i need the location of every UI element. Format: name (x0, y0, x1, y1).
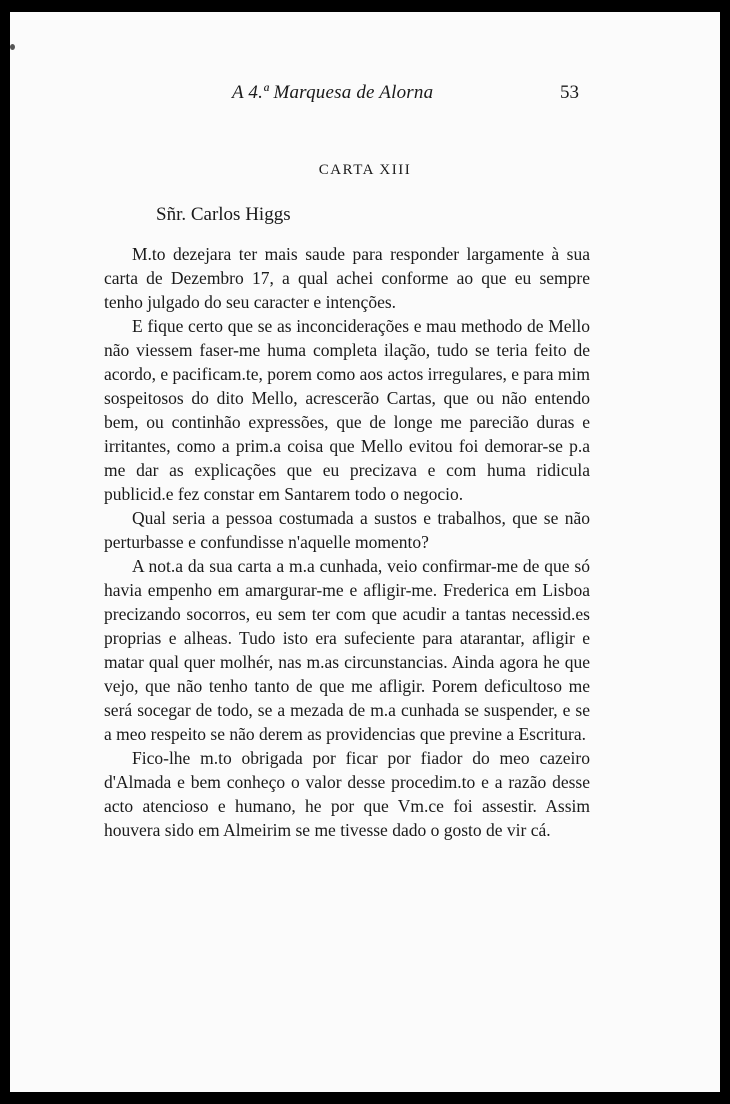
paragraph: E fique certo que se as inconciderações e mau methodo de Mello não viessem faser-me huma completa ilação, tudo se teria feito de acordo, e pacificam.te, porem como aos actos irregulares, e para mim sospeitosos do dito Mello, acrescerão Cartas, que ou não entendo bem, ou continhão expressões, que de longe me parecião duras e irritantes, como a prim.a coisa que Mello evitou foi demorar-se p.a me dar as explicações que eu precizava e com huma ridicula publicid.e fez constar em Santarem todo o negocio. (104, 316, 590, 504)
ink-blot (10, 44, 15, 50)
paragraph: A not.a da sua carta a m.a cunhada, veio confirmar-me de que só havia empenho em amargurar-me e afligir-me. Frederica em Lisboa precizando socorros, eu sem ter com que acudir a tantas necessid.es proprias e alheas. Tudo isto era sufeciente para atarantar, afligir e matar qual quer molhér, nas m.as circunstancias. Ainda agora he que vejo, que não tenho tanto de que me afligir. Porem deficultoso me será socegar de todo, se a mezada de m.a cunhada se suspender, e se a meo respeito se não derem as providencias que previne a Escritura. (104, 556, 590, 744)
paragraph: Fico-lhe m.to obrigada por ficar por fiador do meo cazeiro d'Almada e bem conheço o valor desse procedim.to e a razão desse acto atencioso e humano, he por que Vm.ce foi assestir. Assim houvera sido em Almeirim se me tivesse dado o gosto de vir cá. (104, 748, 590, 840)
page-header (10, 82, 720, 114)
letter-title: CARTA XIII (318, 162, 412, 178)
paragraph: Qual seria a pessoa costumada a sustos e trabalhos, que se não perturbasse e confundisse n'aquelle momento? (104, 508, 590, 552)
running-title: A 4.ª Marquesa de Alorna (232, 82, 434, 103)
letter-salutation: Sñr. Carlos Higgs (156, 204, 291, 225)
letter-body (104, 242, 590, 842)
page-number: 53 (560, 82, 579, 103)
book-page (10, 12, 720, 1092)
paragraph: M.to dezejara ter mais saude para responder largamente à sua carta de Dezembro 17, a qual achei conforme ao que eu sempre tenho julgado do seu caracter e intenções. (104, 244, 590, 312)
